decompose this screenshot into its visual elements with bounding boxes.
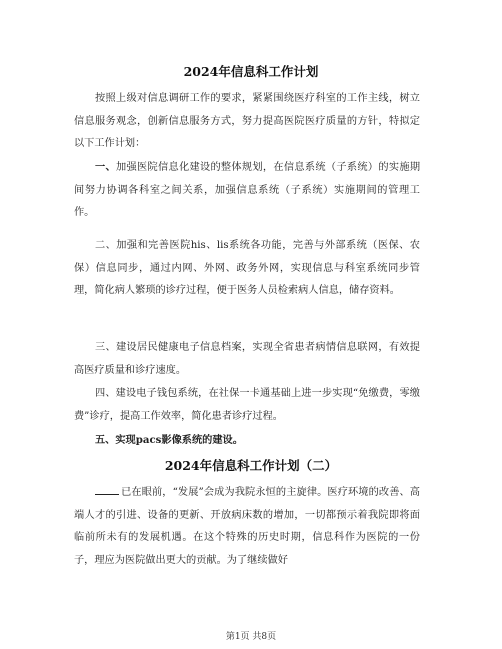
plan-item-4: 四、建设电子钱包系统，在社保一卡通基础上进一步实现“免缴费，零缴费”诊疗，提高工作效率，简化患者诊疗过程。: [74, 388, 420, 422]
section-2-text: 已在眼前，“发展”会成为我院永恒的主旋律。医疗环境的改善、高端人才的引进、设备的更新、开放病床数的增加，一切都预示着我院即将面临前所未有的发展机遇。在这个特殊的历史时期，信息科作为医院的一份子，理应为医院做出更大的贡献。为了继续做好: [74, 487, 420, 566]
blank-underline: [95, 485, 119, 495]
intro-paragraph: 按照上级对信息调研工作的要求，紧紧围绕医疗科室的工作主线，树立信息服务观念，创新信息服务方式，努力提高医院医疗质量的方针，特拟定以下工作计划：: [74, 93, 420, 149]
plan-item-5: 五、实现pacs影像系统的建设。: [95, 434, 243, 446]
plan-item-1-text: 加强医院信息化建设的整体规划，在信息系统（子系统）的实施期间努力协调各科室之间关系，加强信息系统（子系统）实施期间的管理工作。: [74, 162, 421, 218]
section-2-paragraph: [74, 482, 420, 572]
plan-item-1-lead: 一、: [95, 161, 116, 173]
document-title: 2024年信息科工作计划: [183, 64, 319, 79]
section-title-2: 2024年信息科工作计划（二）: [164, 458, 338, 473]
page-footer: 第1页 共8页: [225, 632, 277, 642]
plan-item-2: 二、加强和完善医院his、lis系统各功能，完善与外部系统（医保、农保）信息同步，通过内网、外网、政务外网，实现信息与科室系统同步管理，简化病人繁琐的诊疗过程，便于医务人员检索病人信息，储存资料。: [74, 240, 420, 296]
plan-item-3: 三、建设居民健康电子信息档案，实现全省患者病情信息联网，有效提高医疗质量和诊疗速度。: [74, 342, 420, 376]
plan-item-1: [74, 156, 420, 225]
